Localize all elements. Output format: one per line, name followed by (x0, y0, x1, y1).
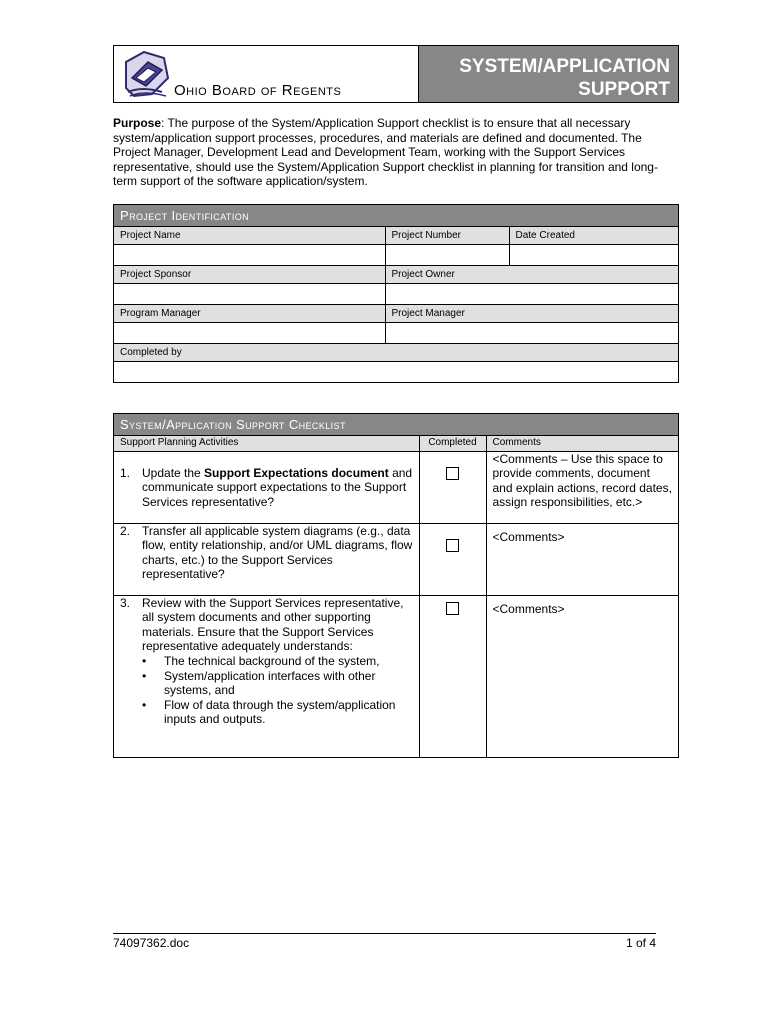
project-name-label: Project Name (114, 227, 385, 245)
purpose-label: Purpose (113, 116, 162, 130)
task-text: Transfer all applicable system diagrams (e.g., data flow, entity relationship, and/or UML diagrams, flow charts, etc.) to the Support Services representative? (142, 523, 413, 582)
project-owner-field[interactable] (385, 284, 678, 305)
completed-by-label: Completed by (114, 344, 678, 362)
header-left (114, 46, 419, 102)
support-expectations-doc-link: Support Expectations document (204, 465, 389, 480)
list-item: • System/application interfaces with other systems, and (164, 669, 413, 698)
comment-text: <Comments> (492, 529, 565, 544)
table-row (114, 523, 678, 595)
document-title-line1: SYSTEM/APPLICATION (459, 56, 670, 77)
completed-cell (419, 595, 486, 757)
project-owner-label: Project Owner (385, 266, 678, 284)
project-sponsor-label: Project Sponsor (114, 266, 385, 284)
board-of-regents-logo-icon (122, 48, 174, 100)
task-text-part: Update the (142, 465, 205, 480)
completed-checkbox[interactable] (446, 467, 459, 480)
project-identification-heading: Project Identification (114, 205, 678, 227)
date-created-label: Date Created (509, 227, 678, 245)
document-filename: 74097362.doc (113, 936, 190, 950)
project-identification-table (113, 204, 679, 383)
task-text (142, 466, 413, 510)
organization-name: Ohio Board of Regents (174, 82, 342, 99)
activities-column-header: Support Planning Activities (114, 436, 419, 451)
comment-text: <Comments> (492, 601, 565, 616)
program-manager-label: Program Manager (114, 305, 385, 323)
completed-checkbox[interactable] (446, 602, 459, 615)
comment-field[interactable] (486, 595, 678, 757)
support-checklist-table (113, 413, 679, 758)
completed-cell (419, 523, 486, 595)
completed-cell (419, 451, 486, 523)
task-cell (114, 523, 419, 595)
task-text-part: and communicate support expectations to the Support Services representative? (142, 465, 413, 509)
comment-field[interactable] (486, 523, 678, 595)
task-number: 1. (120, 465, 131, 480)
project-manager-label: Project Manager (385, 305, 678, 323)
task-number: 3. (120, 595, 131, 610)
date-created-field[interactable] (509, 245, 678, 266)
task-text: Review with the Support Services representative, all system documents and other supporting materials. Ensure that the Support Services representative adequately understands: (142, 595, 404, 654)
project-manager-field[interactable] (385, 323, 678, 344)
purpose-text: : The purpose of the System/Application Support checklist is to ensure that all necessary system/application support processes, procedures, and materials are defined and documented. The Project Manager, Development Lead and Development Team, working with the Support Services representative, should use the System/Application Support checklist in planning for transition and long-term support of the software application/system. (113, 116, 658, 189)
comment-field[interactable]: <Comments – Use this space to provide comments, document and explain actions, record dates, assign responsibilities, etc.> (486, 451, 678, 523)
page-number: 1 of 4 (625, 936, 656, 950)
completed-checkbox[interactable] (446, 539, 459, 552)
project-sponsor-field[interactable] (114, 284, 385, 305)
document-title-line2: SUPPORT (578, 79, 670, 100)
project-number-field[interactable] (385, 245, 509, 266)
program-manager-field[interactable] (114, 323, 385, 344)
page-footer (113, 933, 656, 950)
completed-column-header: Completed (419, 436, 486, 451)
table-row (114, 595, 678, 757)
project-number-label: Project Number (385, 227, 509, 245)
comments-column-header: Comments (486, 436, 678, 451)
understanding-list (142, 654, 413, 727)
document-header (113, 45, 679, 103)
purpose-paragraph (113, 116, 679, 189)
document-title (419, 46, 678, 102)
task-number: 2. (120, 523, 131, 538)
project-name-field[interactable] (114, 245, 385, 266)
list-item: • Flow of data through the system/application inputs and outputs. (164, 698, 413, 727)
support-checklist-heading: System/Application Support Checklist (114, 414, 678, 436)
task-cell (114, 451, 419, 523)
completed-by-field[interactable] (114, 362, 678, 383)
list-item: • The technical background of the system, (164, 654, 413, 669)
task-cell (114, 595, 419, 757)
table-row (114, 451, 678, 523)
